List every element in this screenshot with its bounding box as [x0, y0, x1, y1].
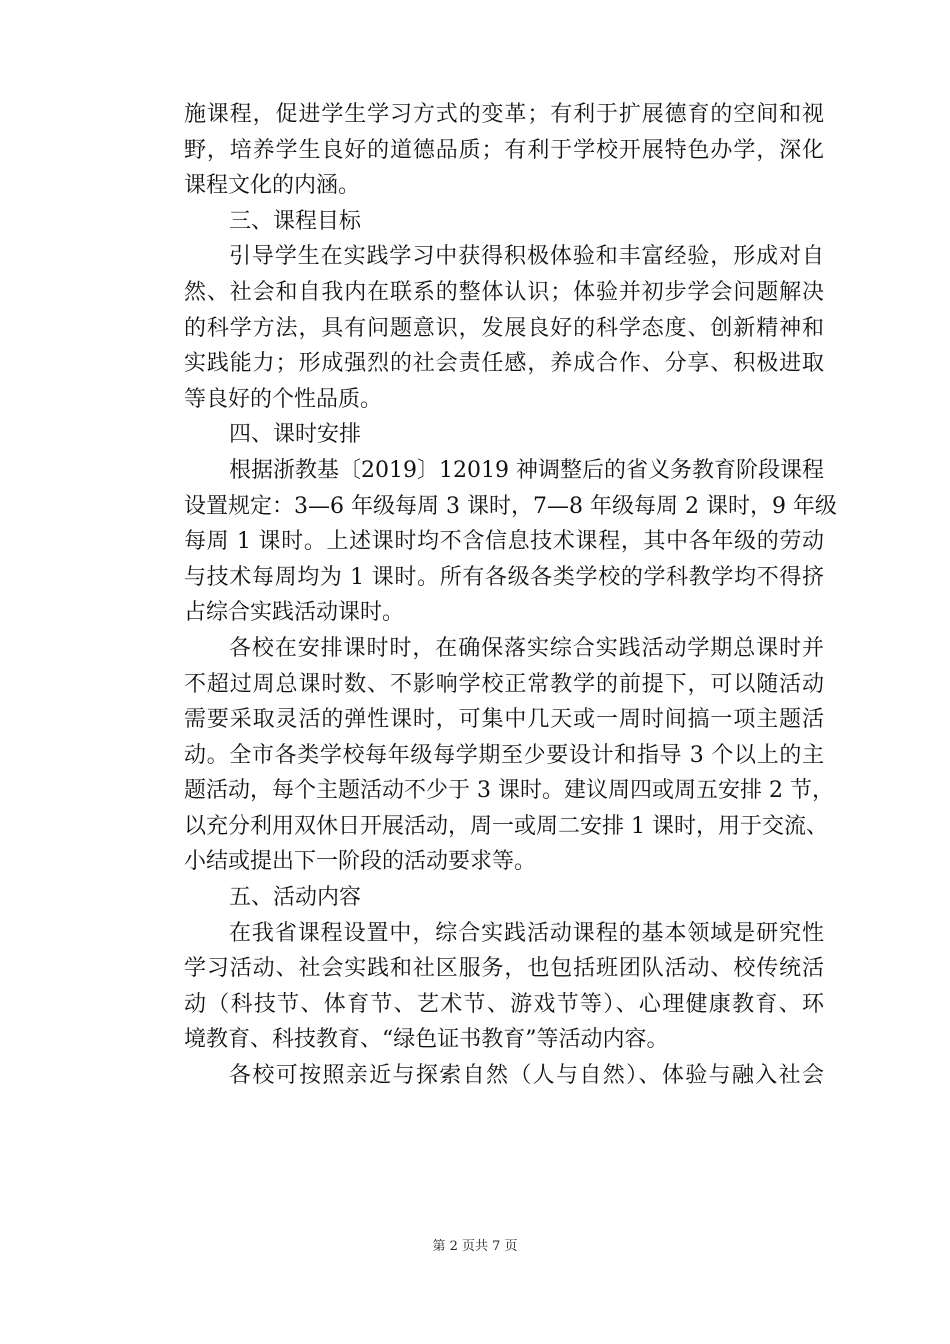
body-text — [184, 97, 837, 1094]
text-line: 境教育、科技教育、“绿色证书教育”等活动内容。 — [184, 1027, 669, 1053]
text-line: 设置规定：3—6 年级每周 3 课时，7—8 年级每周 2 课时，9 年级 — [184, 493, 837, 519]
text-line: 动。全市各类学校每年级每学期至少要设计和指导 3 个以上的主 — [184, 742, 824, 768]
text-line: 题活动，每个主题活动不少于 3 课时。建议周四或周五安排 2 节， — [184, 778, 834, 804]
text-line: 学习活动、社会实践和社区服务，也包括班团队活动、校传统活 — [184, 956, 824, 982]
text-line: 根据浙教基〔2019〕12019 神调整后的省义务教育阶段课程 — [229, 457, 824, 483]
text-line: 五、活动内容 — [229, 885, 362, 911]
text-line: 实践能力；形成强烈的社会责任感，养成合作、分享、积极进取 — [184, 351, 824, 377]
text-line: 在我省课程设置中，综合实践活动课程的基本领域是研究性 — [229, 920, 824, 946]
page-footer: 第 2 页共 7 页 — [432, 1239, 518, 1254]
text-line: 以充分利用双休日开展活动，周一或周二安排 1 课时，用于交流、 — [184, 813, 828, 839]
text-line: 小结或提出下一阶段的活动要求等。 — [184, 849, 537, 875]
text-line: 各校在安排课时时，在确保落实综合实践活动学期总课时并 — [229, 635, 824, 661]
text-line: 等良好的个性品质。 — [184, 386, 383, 412]
text-line: 然、社会和自我内在联系的整体认识；体验并初步学会问题解决 — [184, 279, 824, 305]
text-line: 与技术每周均为 1 课时。所有各级各类学校的学科教学均不得挤 — [184, 564, 824, 590]
text-line: 野，培养学生良好的道德品质；有利于学校开展特色办学，深化 — [184, 137, 824, 163]
text-line: 占综合实践活动课时。 — [184, 600, 405, 626]
text-line: 动（科技节、体育节、艺术节、游戏节等）、心理健康教育、环 — [184, 991, 824, 1017]
text-line: 的科学方法，具有问题意识，发展良好的科学态度、创新精神和 — [184, 315, 824, 341]
text-line: 需要采取灵活的弹性课时，可集中几天或一周时间搞一项主题活 — [184, 707, 824, 733]
text-line: 三、课程目标 — [229, 208, 362, 234]
text-line: 四、课时安排 — [229, 422, 362, 448]
text-line: 不超过周总课时数、不影响学校正常教学的前提下，可以随活动 — [184, 671, 824, 697]
text-line: 课程文化的内涵。 — [184, 173, 361, 199]
text-line: 施课程，促进学生学习方式的变革；有利于扩展德育的空间和视 — [184, 102, 824, 127]
text-line: 各校可按照亲近与探索自然（人与自然）、体验与融入社会 — [229, 1063, 824, 1089]
text-line: 引导学生在实践学习中获得积极体验和丰富经验，形成对自 — [229, 244, 824, 270]
text-line: 每周 1 课时。上述课时均不含信息技术课程，其中各年级的劳动 — [184, 529, 824, 555]
